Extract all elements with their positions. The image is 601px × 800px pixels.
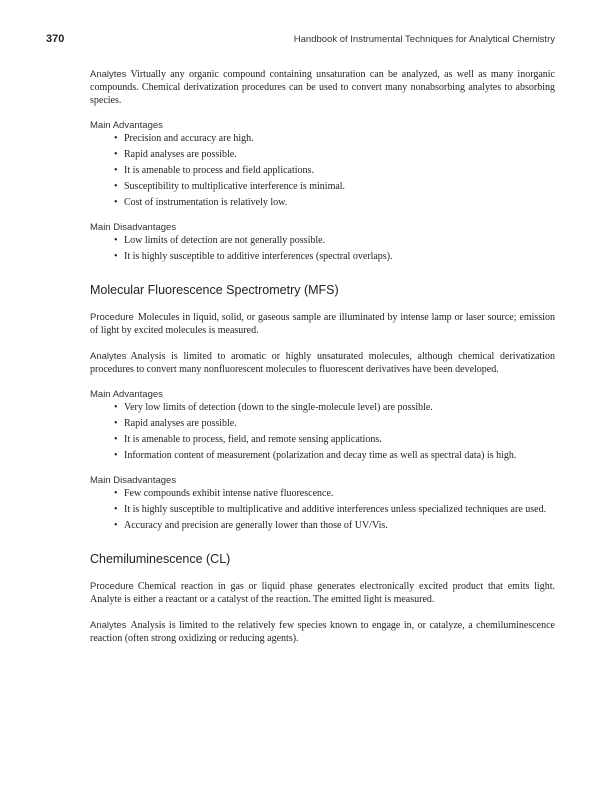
list-item: • It is highly susceptible to multiplicative and additive interferences unless specialized techniques are used. bbox=[114, 504, 547, 515]
list-item: • Rapid analyses are possible. bbox=[114, 149, 237, 160]
mfs-analytes-text: Analysis is limited to aromatic or highly unsaturated molecules, although chemical derivatization procedures to convert many nonfluorescent molecules to fluorescent derivatives have been developed. bbox=[90, 351, 555, 375]
uvvis-analytes-text: Virtually any organic compound containing unsaturation can be analyzed, as well as many inorganic compounds. Chemical derivatization procedures can be used to convert many nonabsorbing analytes to absorbing species. bbox=[90, 69, 555, 106]
list-item: • Cost of instrumentation is relatively low. bbox=[114, 197, 288, 208]
mfs-analytes-paragraph bbox=[90, 350, 555, 376]
cl-analytes-label: Analytes bbox=[90, 620, 127, 631]
bullet-icon: • bbox=[114, 504, 118, 515]
mfs-section-heading: Molecular Fluorescence Spectrometry (MFS) bbox=[90, 283, 339, 297]
bullet-icon: • bbox=[114, 418, 118, 429]
bullet-icon: • bbox=[114, 165, 118, 176]
mfs-disadvantages-list bbox=[90, 487, 555, 532]
list-item: • It is highly susceptible to additive interferences (spectral overlaps). bbox=[114, 251, 393, 262]
mfs-analytes-label: Analytes bbox=[90, 351, 127, 362]
uvvis-advantages-title: Main Advantages bbox=[90, 120, 163, 131]
bullet-icon: • bbox=[114, 402, 118, 413]
list-item: • Information content of measurement (polarization and decay time as well as spectral data) is high. bbox=[114, 450, 517, 461]
cl-section-heading: Chemiluminescence (CL) bbox=[90, 552, 231, 566]
bullet-icon: • bbox=[114, 520, 118, 531]
mfs-procedure-label: Procedure bbox=[90, 312, 134, 323]
list-item: • Few compounds exhibit intense native fluorescence. bbox=[114, 488, 334, 499]
list-item: • Accuracy and precision are generally lower than those of UV/Vis. bbox=[114, 520, 388, 531]
list-item: • Susceptibility to multiplicative interference is minimal. bbox=[114, 181, 346, 192]
bullet-icon: • bbox=[114, 434, 118, 445]
list-item: • Precision and accuracy are high. bbox=[114, 133, 254, 144]
mfs-procedure-text: Molecules in liquid, solid, or gaseous sample are illuminated by intense lamp or laser source; emission of light by excited molecules is measured. bbox=[90, 312, 555, 336]
cl-analytes-paragraph bbox=[90, 619, 555, 645]
bullet-icon: • bbox=[114, 133, 118, 144]
mfs-advantages-title: Main Advantages bbox=[90, 389, 163, 400]
uvvis-analytes-label: Analytes bbox=[90, 69, 127, 80]
list-item: • It is amenable to process, field, and remote sensing applications. bbox=[114, 434, 382, 445]
list-item: • Very low limits of detection (down to the single-molecule level) are possible. bbox=[114, 402, 433, 413]
uvvis-disadvantages-title: Main Disadvantages bbox=[90, 222, 177, 233]
cl-analytes-text: Analysis is limited to the relatively few species known to engage in, or catalyze, a chemiluminescence reaction (often strong oxidizing or reducing agents). bbox=[90, 620, 555, 644]
bullet-icon: • bbox=[114, 488, 118, 499]
list-item: • Rapid analyses are possible. bbox=[114, 418, 237, 429]
page-content bbox=[90, 68, 555, 645]
cl-procedure-label: Procedure bbox=[90, 581, 134, 592]
uvvis-advantages-list bbox=[90, 132, 555, 209]
mfs-procedure-paragraph bbox=[90, 311, 555, 337]
bullet-icon: • bbox=[114, 251, 118, 262]
cl-procedure-paragraph bbox=[90, 580, 555, 606]
uvvis-disadvantages-list bbox=[90, 234, 555, 263]
page-number: 370 bbox=[46, 33, 65, 45]
bullet-icon: • bbox=[114, 450, 118, 461]
cl-procedure-text: Chemical reaction in gas or liquid phase generates electronically excited product that emits light. Analyte is either a reactant or a catalyst of the reaction. The emitted light is measured. bbox=[90, 581, 555, 605]
mfs-disadvantages-title: Main Disadvantages bbox=[90, 475, 177, 486]
bullet-icon: • bbox=[114, 149, 118, 160]
uvvis-analytes-paragraph bbox=[90, 68, 555, 107]
bullet-icon: • bbox=[114, 197, 118, 208]
list-item: • Low limits of detection are not generally possible. bbox=[114, 235, 326, 246]
mfs-advantages-list bbox=[90, 401, 555, 462]
running-head: Handbook of Instrumental Techniques for Analytical Chemistry bbox=[293, 34, 555, 45]
bullet-icon: • bbox=[114, 181, 118, 192]
bullet-icon: • bbox=[114, 235, 118, 246]
list-item: • It is amenable to process and field applications. bbox=[114, 165, 314, 176]
